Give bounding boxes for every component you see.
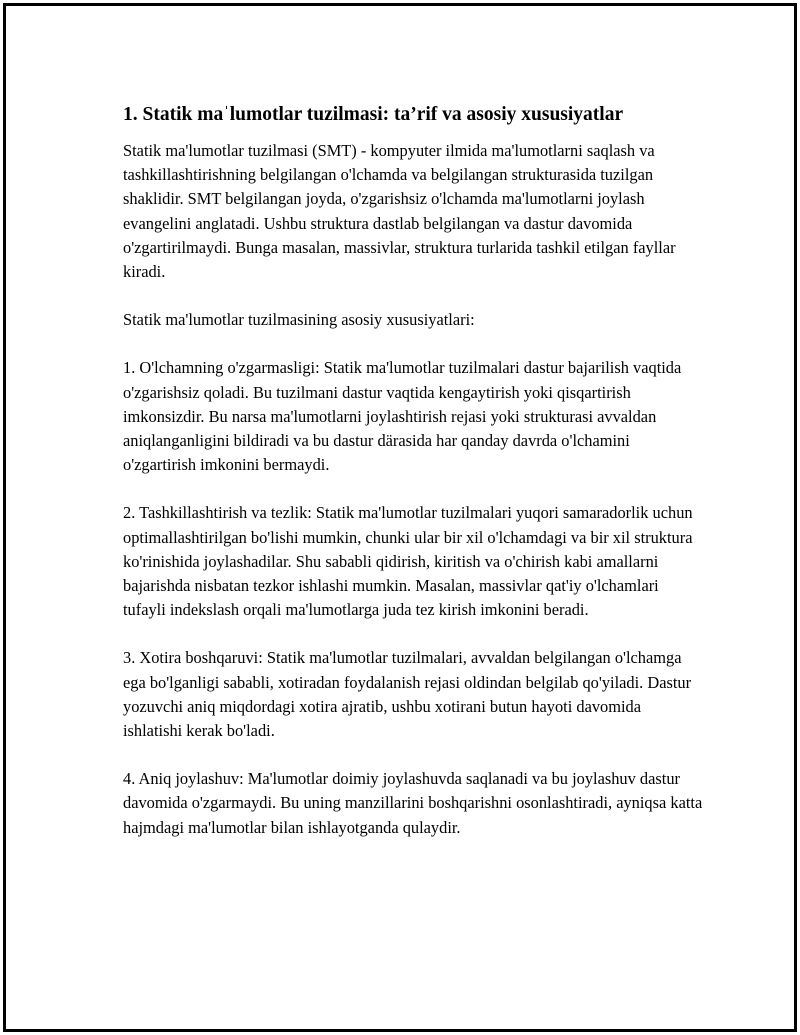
- document-body: [123, 102, 703, 864]
- intro-paragraph: Statik ma'lumotlar tuzilmasi (SMT) - kompyuter ilmida ma'lumotlarni saqlash va tashkillashtirishning belgilangan o'lchamda va belgilangan strukturasida tuzilgan shaklidir. SMT belgilangan joyda, o'zgarishsiz o'lchamda ma'lumotlarni joylash evangelini anglatadi. Ushbu struktura dastlab belgilangan va dastur davomida o'zgartirilmaydi. Bunga masalan, massivlar, struktura turlarida tashkil etilgan fayllar kiradi.: [123, 141, 676, 282]
- feature-memory-management: 3. Xotira boshqaruvi: Statik ma'lumotlar tuzilmalari, avvaldan belgilangan o'lchamga ega bo'lganligi sababli, xotiradan foydalanish rejasi oldindan belgilab qo'yiladi. Dastur yozuvchi aniq miqdordagi xotira ajratib, ushbu xotirani butun hayoti davomida ishlatishi kerak bo'ladi.: [123, 648, 692, 741]
- feature-size-immutability: 1. O'lchamning o'zgarmasligi: Statik ma'lumotlar tuzilmalari dastur bajarilish vaqtida o'zgarishsiz qoladi. Bu tuzilmani dastur vaqtida kengaytirish yoki qisqartirish imkonsizdir. Bu narsa ma'lumotlarni joylashtirish rejasi yoki strukturasi avvaldan aniqlanganligini bildiradi va bu dastur därasida har qanday davrda o'lchamini o'zgartirish imkonini bermaydi.: [123, 358, 682, 475]
- feature-organization-speed: 2. Tashkillashtirish va tezlik: Statik ma'lumotlar tuzilmalari yuqori samaradorlik uchun optimallashtirilgan bo'lishi mumkin, chunki ular bir xil o'lchamdagi va bir xil struktura ko'rinishida joylashadilar. Shu sababli qidirish, kiritish va o'chirish kabi amallarni bajarishda nisbatan tezkor ishlashi mumkin. Masalan, massivlar qat'iy o'lchamlari tufayli indekslash orqali ma'lumotlarga juda tez kirish imkonini beradi.: [123, 503, 693, 620]
- page-frame: [3, 3, 797, 1032]
- features-heading: Statik ma'lumotlar tuzilmasining asosiy xususiyatlari:: [123, 310, 475, 330]
- feature-fixed-location: 4. Aniq joylashuv: Ma'lumotlar doimiy joylashuvda saqlanadi va bu joylashuv dastur davomida o'zgarmaydi. Bu uning manzillarini boshqarishni osonlashtiradi, ayniqsa katta hajmdagi ma'lumotlar bilan ishlayotganda qulaydir.: [123, 769, 703, 837]
- document-title: 1. Statik maˈlumotlar tuzilmasi: ta’rif va asosiy xususiyatlar: [123, 104, 624, 125]
